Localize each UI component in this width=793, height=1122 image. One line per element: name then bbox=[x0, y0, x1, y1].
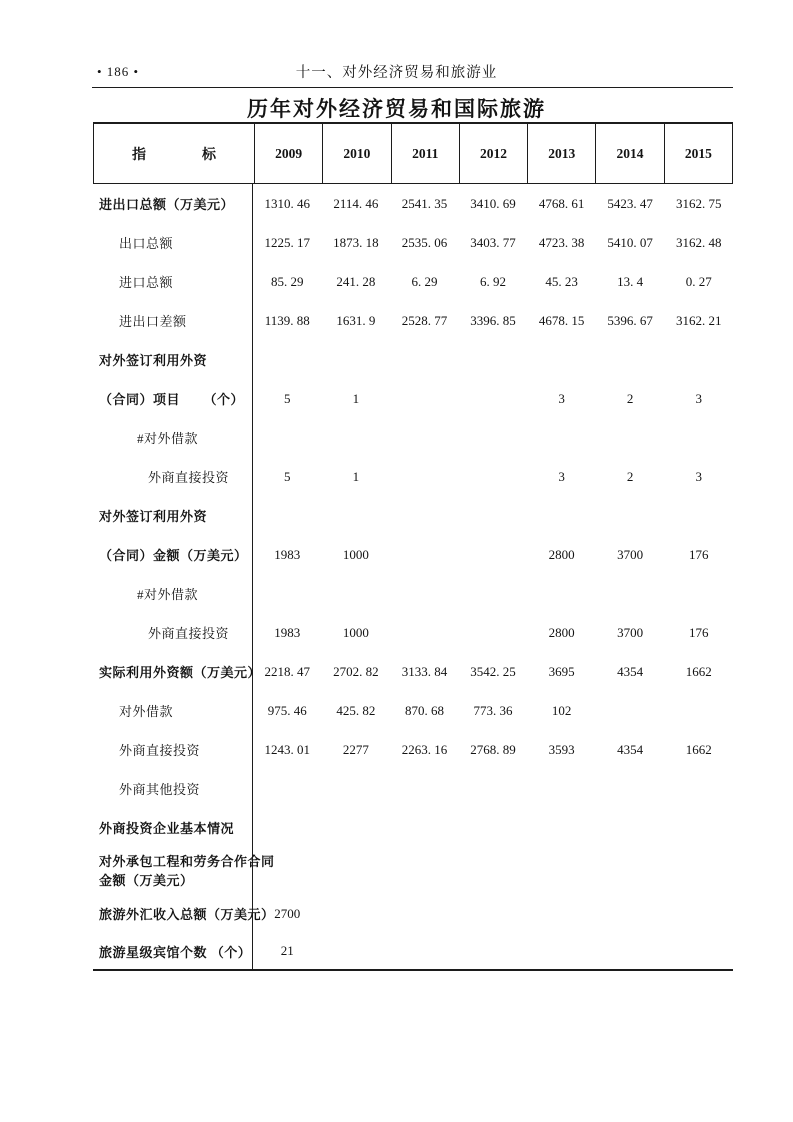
value-cell: 2535. 06 bbox=[401, 234, 448, 250]
value-cell: 3162. 21 bbox=[676, 312, 722, 328]
value-cell bbox=[664, 340, 733, 379]
value-cell: 1631. 9 bbox=[336, 312, 376, 328]
value-cell: 1 bbox=[352, 468, 360, 484]
value-cell: 1000 bbox=[342, 546, 369, 562]
table-row bbox=[93, 535, 733, 574]
value-cell: 3 bbox=[695, 390, 702, 406]
indicator-label bbox=[93, 894, 275, 933]
value-cell: 2768. 89 bbox=[470, 741, 516, 757]
value-cell: 85. 29 bbox=[271, 273, 304, 289]
value-cell: 1139. 88 bbox=[264, 312, 310, 328]
indicator-label-text: 出口总额 bbox=[119, 236, 174, 251]
indicator-label bbox=[93, 574, 253, 613]
indicator-label-text: 对外签订利用外资 bbox=[99, 353, 208, 368]
running-head: 十一、对外经济贸易和旅游业 bbox=[295, 65, 498, 81]
indicator-label-text: #对外借款 bbox=[137, 431, 199, 446]
value-cell bbox=[527, 496, 596, 535]
indicator-label bbox=[93, 262, 253, 301]
table-row bbox=[93, 379, 733, 418]
value-cell bbox=[322, 418, 391, 457]
value-cell: 1 bbox=[352, 390, 360, 406]
indicator-label bbox=[93, 808, 253, 847]
value-cell bbox=[527, 894, 596, 933]
value-cell: 2114. 46 bbox=[333, 195, 379, 211]
value-cell: 45. 23 bbox=[545, 273, 578, 289]
value-cell bbox=[664, 496, 733, 535]
value-cell bbox=[253, 769, 322, 808]
value-cell bbox=[390, 894, 459, 933]
value-cell: 3396. 85 bbox=[470, 312, 516, 328]
value-cell bbox=[527, 769, 596, 808]
value-cell bbox=[459, 574, 528, 613]
year-column-header: 2012 bbox=[459, 124, 527, 183]
indicator-label bbox=[93, 933, 253, 969]
year-column-header: 2015 bbox=[664, 124, 732, 183]
value-cell: 4768. 61 bbox=[538, 195, 585, 211]
year-column-header: 2010 bbox=[322, 124, 390, 183]
value-cell: 1983 bbox=[274, 546, 301, 562]
value-cell: 102 bbox=[551, 702, 572, 718]
value-cell: 2277 bbox=[342, 741, 369, 757]
value-cell: 6. 29 bbox=[411, 273, 438, 289]
value-cell: 2263. 16 bbox=[401, 741, 448, 757]
header-rule bbox=[92, 87, 733, 88]
value-cell: 176 bbox=[689, 624, 709, 640]
value-cell: 5 bbox=[284, 468, 291, 484]
value-cell bbox=[527, 418, 596, 457]
indicator-label bbox=[93, 691, 253, 730]
value-cell bbox=[459, 418, 528, 457]
value-cell bbox=[390, 379, 459, 418]
value-cell bbox=[390, 613, 459, 652]
value-cell: 1243. 01 bbox=[264, 741, 311, 757]
table-row bbox=[93, 457, 733, 496]
value-cell: 4354 bbox=[617, 663, 644, 679]
value-cell bbox=[664, 808, 733, 847]
year-column-header: 2011 bbox=[391, 124, 459, 183]
value-cell: 1000 bbox=[342, 624, 369, 640]
indicator-label-text: 外商其他投资 bbox=[119, 782, 201, 797]
value-cell: 2800 bbox=[548, 624, 575, 640]
table-row bbox=[93, 691, 733, 730]
indicator-label bbox=[93, 769, 253, 808]
indicator-label bbox=[93, 379, 253, 418]
value-cell bbox=[664, 933, 733, 969]
value-cell bbox=[664, 691, 733, 730]
page-number: • 186 • bbox=[97, 64, 140, 79]
table-row bbox=[93, 418, 733, 457]
table-row bbox=[93, 769, 733, 808]
value-cell bbox=[664, 418, 733, 457]
indicator-label-text: 对外签订利用外资 bbox=[99, 509, 208, 524]
value-cell: 241. 28 bbox=[336, 273, 376, 289]
value-cell: 5396. 67 bbox=[607, 312, 653, 328]
value-cell bbox=[459, 808, 528, 847]
value-cell bbox=[527, 340, 596, 379]
value-cell: 1225. 17 bbox=[264, 234, 311, 250]
year-column-header: 2014 bbox=[595, 124, 663, 183]
value-cell bbox=[322, 769, 391, 808]
value-cell: 1873. 18 bbox=[333, 234, 379, 250]
value-cell: 1983 bbox=[274, 624, 301, 640]
value-cell bbox=[596, 894, 665, 933]
indicator-label-text: 实际利用外资额（万美元） bbox=[99, 665, 262, 680]
value-cell bbox=[596, 496, 665, 535]
value-cell bbox=[322, 847, 391, 894]
table-row bbox=[93, 847, 733, 894]
value-cell bbox=[664, 847, 733, 894]
value-cell: 3695 bbox=[548, 663, 575, 679]
indicator-label bbox=[93, 184, 253, 223]
value-cell: 3162. 75 bbox=[676, 195, 722, 211]
value-cell: 5410. 07 bbox=[607, 234, 653, 250]
statistics-table bbox=[93, 122, 733, 971]
indicator-label-text: 外商直接投资 bbox=[148, 470, 230, 485]
table-body bbox=[93, 184, 733, 971]
value-cell bbox=[664, 894, 733, 933]
value-cell: 2702. 82 bbox=[333, 663, 379, 679]
value-cell bbox=[596, 574, 665, 613]
table-row bbox=[93, 730, 733, 769]
value-cell: 2 bbox=[626, 468, 634, 484]
value-cell: 3 bbox=[695, 468, 702, 484]
value-cell bbox=[253, 847, 322, 894]
value-cell bbox=[459, 613, 528, 652]
value-cell bbox=[459, 379, 528, 418]
value-cell: 4723. 38 bbox=[538, 234, 585, 250]
indicator-label-unit: （万美元） bbox=[180, 548, 248, 563]
value-cell: 3700 bbox=[617, 624, 644, 640]
indicator-label bbox=[93, 613, 253, 652]
indicator-label-text: #对外借款 bbox=[137, 587, 199, 602]
value-cell bbox=[390, 769, 459, 808]
value-cell bbox=[390, 457, 459, 496]
value-cell: 1662 bbox=[685, 741, 712, 757]
indicator-label bbox=[93, 418, 253, 457]
value-cell: 21 bbox=[280, 943, 294, 958]
value-cell bbox=[596, 340, 665, 379]
value-cell: 1310. 46 bbox=[264, 195, 311, 211]
table-row bbox=[93, 340, 733, 379]
value-cell bbox=[390, 535, 459, 574]
value-cell bbox=[459, 496, 528, 535]
indicator-label-text: 进出口差额 bbox=[119, 314, 187, 329]
value-cell: 3133. 84 bbox=[401, 663, 448, 679]
value-cell: 6. 92 bbox=[480, 273, 507, 289]
value-cell: 1662 bbox=[685, 663, 712, 679]
indicator-label bbox=[93, 652, 262, 691]
value-cell bbox=[459, 769, 528, 808]
indicator-label bbox=[93, 301, 253, 340]
indicator-label bbox=[93, 730, 253, 769]
value-cell bbox=[664, 574, 733, 613]
value-cell bbox=[527, 847, 596, 894]
value-cell bbox=[390, 496, 459, 535]
value-cell: 4354 bbox=[617, 741, 644, 757]
table-row bbox=[93, 301, 733, 340]
value-cell bbox=[596, 808, 665, 847]
value-cell bbox=[459, 535, 528, 574]
value-cell: 773. 36 bbox=[473, 702, 513, 718]
value-cell bbox=[253, 808, 322, 847]
value-cell: 2700 bbox=[274, 905, 301, 921]
value-cell: 425. 82 bbox=[336, 702, 376, 718]
value-cell bbox=[390, 808, 459, 847]
value-cell: 3542. 25 bbox=[470, 663, 516, 679]
indicator-label-text: 旅游星级宾馆个数 （个） bbox=[99, 944, 252, 960]
indicator-label-text: 对外借款 bbox=[119, 704, 174, 719]
table-row bbox=[93, 496, 733, 535]
indicator-label-line: 对外承包工程和劳务合作合同 bbox=[99, 853, 275, 869]
page-title: 历年对外经济贸易和国际旅游 bbox=[247, 97, 546, 121]
indicator-label-unit: （个） bbox=[203, 392, 244, 407]
value-cell bbox=[390, 340, 459, 379]
indicator-label-text: 外商直接投资 bbox=[148, 626, 230, 641]
table-header-row bbox=[93, 122, 733, 184]
value-cell bbox=[253, 496, 322, 535]
value-cell bbox=[459, 933, 528, 969]
value-cell: 2800 bbox=[548, 546, 575, 562]
value-cell: 3403. 77 bbox=[470, 234, 516, 250]
value-cell: 5 bbox=[284, 390, 291, 406]
value-cell: 3593 bbox=[548, 741, 575, 757]
value-cell bbox=[390, 933, 459, 969]
value-cell bbox=[390, 418, 459, 457]
indicator-label bbox=[93, 535, 253, 574]
value-cell bbox=[322, 496, 391, 535]
table-row bbox=[93, 184, 733, 223]
indicator-label-text: 进出口总额（万美元） bbox=[99, 197, 235, 212]
value-cell: 3410. 69 bbox=[470, 195, 516, 211]
indicator-label-text: （合同）项目 bbox=[99, 392, 181, 407]
value-cell bbox=[596, 769, 665, 808]
year-column-header: 2013 bbox=[527, 124, 595, 183]
table-row bbox=[93, 933, 733, 969]
table-row bbox=[93, 652, 733, 691]
indicator-label bbox=[93, 847, 275, 894]
value-cell bbox=[322, 808, 391, 847]
indicator-label-text: 进口总额 bbox=[119, 275, 174, 290]
indicator-label bbox=[93, 496, 253, 535]
value-cell bbox=[527, 808, 596, 847]
table-row bbox=[93, 262, 733, 301]
value-cell bbox=[596, 847, 665, 894]
indicator-label-line: 金额（万美元） bbox=[99, 872, 194, 888]
table-row bbox=[93, 894, 733, 933]
indicator-label-text: 旅游外汇收入总额（万美元） bbox=[99, 907, 275, 922]
value-cell: 0. 27 bbox=[685, 273, 712, 289]
value-cell bbox=[459, 340, 528, 379]
value-cell bbox=[390, 574, 459, 613]
value-cell bbox=[390, 847, 459, 894]
value-cell: 5423. 47 bbox=[607, 195, 653, 211]
indicator-label bbox=[93, 457, 253, 496]
value-cell: 2218. 47 bbox=[264, 663, 311, 679]
indicator-column-header: 指 标 bbox=[132, 147, 216, 163]
value-cell: 2 bbox=[626, 390, 634, 406]
value-cell bbox=[253, 574, 322, 613]
value-cell bbox=[596, 691, 665, 730]
value-cell: 2528. 77 bbox=[401, 312, 448, 328]
indicator-label bbox=[93, 223, 253, 262]
indicator-label bbox=[93, 340, 253, 379]
value-cell: 3 bbox=[558, 390, 565, 406]
value-cell: 3162. 48 bbox=[676, 234, 722, 250]
value-cell bbox=[459, 457, 528, 496]
table-row bbox=[93, 808, 733, 847]
value-cell: 3 bbox=[558, 468, 565, 484]
table-row bbox=[93, 223, 733, 262]
value-cell: 4678. 15 bbox=[538, 312, 585, 328]
value-cell bbox=[322, 894, 391, 933]
year-column-header: 2009 bbox=[254, 124, 322, 183]
value-cell bbox=[527, 574, 596, 613]
value-cell: 3700 bbox=[617, 546, 644, 562]
value-cell bbox=[253, 340, 322, 379]
value-cell: 2541. 35 bbox=[401, 195, 448, 211]
value-cell bbox=[527, 933, 596, 969]
value-cell: 13. 4 bbox=[617, 273, 644, 289]
value-cell bbox=[459, 847, 528, 894]
value-cell bbox=[664, 769, 733, 808]
indicator-label-text: （合同）金额 bbox=[99, 548, 181, 563]
value-cell bbox=[596, 933, 665, 969]
table-row bbox=[93, 613, 733, 652]
value-cell bbox=[253, 418, 322, 457]
value-cell bbox=[322, 574, 391, 613]
value-cell: 176 bbox=[689, 546, 709, 562]
value-cell: 975. 46 bbox=[267, 702, 307, 718]
indicator-label-text: 外商直接投资 bbox=[119, 743, 201, 758]
indicator-label-text: 外商投资企业基本情况 bbox=[99, 821, 235, 836]
value-cell: 870. 68 bbox=[404, 702, 444, 718]
value-cell bbox=[596, 418, 665, 457]
table-row bbox=[93, 574, 733, 613]
value-cell bbox=[322, 933, 391, 969]
value-cell bbox=[322, 340, 391, 379]
value-cell bbox=[459, 894, 528, 933]
